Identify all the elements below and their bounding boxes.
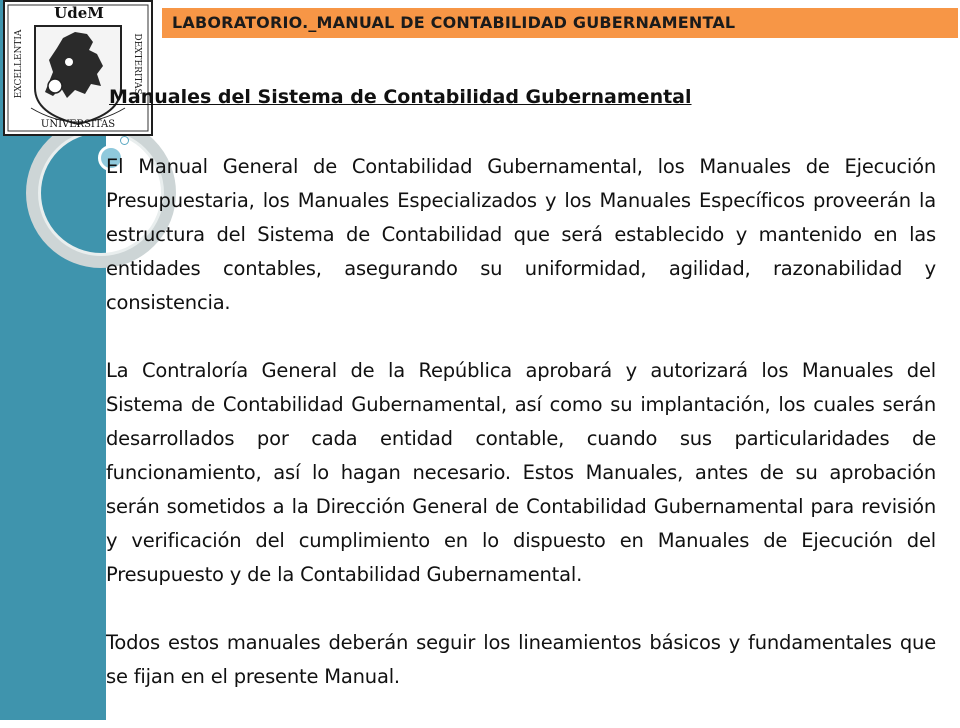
paragraph-2: La Contraloría General de la República aprobará y autorizará los Manuales del Sistema de Contabilidad Gubernamental, así como su implantación, los cuales serán desarrollados por cada entidad contable, cuando sus particularidades de funcionamiento, así lo hagan necesario. Estos Manuales, antes de su aprobación serán sometidos a la Dirección General de Contabilidad Gubernamental para revisión y verificación del cumplimiento en lo dispuesto en Manuales de Ejecución del Presupuesto y de la Contabilidad Gubernamental. (106, 359, 936, 586)
decorative-dot-small (120, 136, 129, 145)
page-title: Manuales del Sistema de Contabilidad Gubernamental (109, 86, 692, 108)
paragraph-1: El Manual General de Contabilidad Gubernamental, los Manuales de Ejecución Presupuestaria, los Manuales Especializados y los Manuales Específicos proveerán la estructura del Sistema de Contabilidad que será establecido y mantenido en las entidades contables, asegurando su uniformidad, agilidad, razonabilidad y consistencia. (106, 155, 936, 314)
body-content (106, 150, 936, 728)
logo-left-text: EXCELLENTIA (14, 29, 24, 99)
logo-bottom-text: UNIVERSITAS (40, 119, 116, 130)
header-bar (162, 8, 958, 38)
header-title: LABORATORIO._MANUAL DE CONTABILIDAD GUBERNAMENTAL (172, 13, 736, 32)
paragraph-3: Todos estos manuales deberán seguir los lineamientos básicos y fundamentales que se fijan en el presente Manual. (106, 631, 936, 688)
crest-icon (5, 2, 151, 134)
logo-right-text: DEXTERITAS (132, 33, 142, 95)
logo-top-text: UdeM (54, 4, 104, 22)
university-logo (3, 0, 153, 136)
